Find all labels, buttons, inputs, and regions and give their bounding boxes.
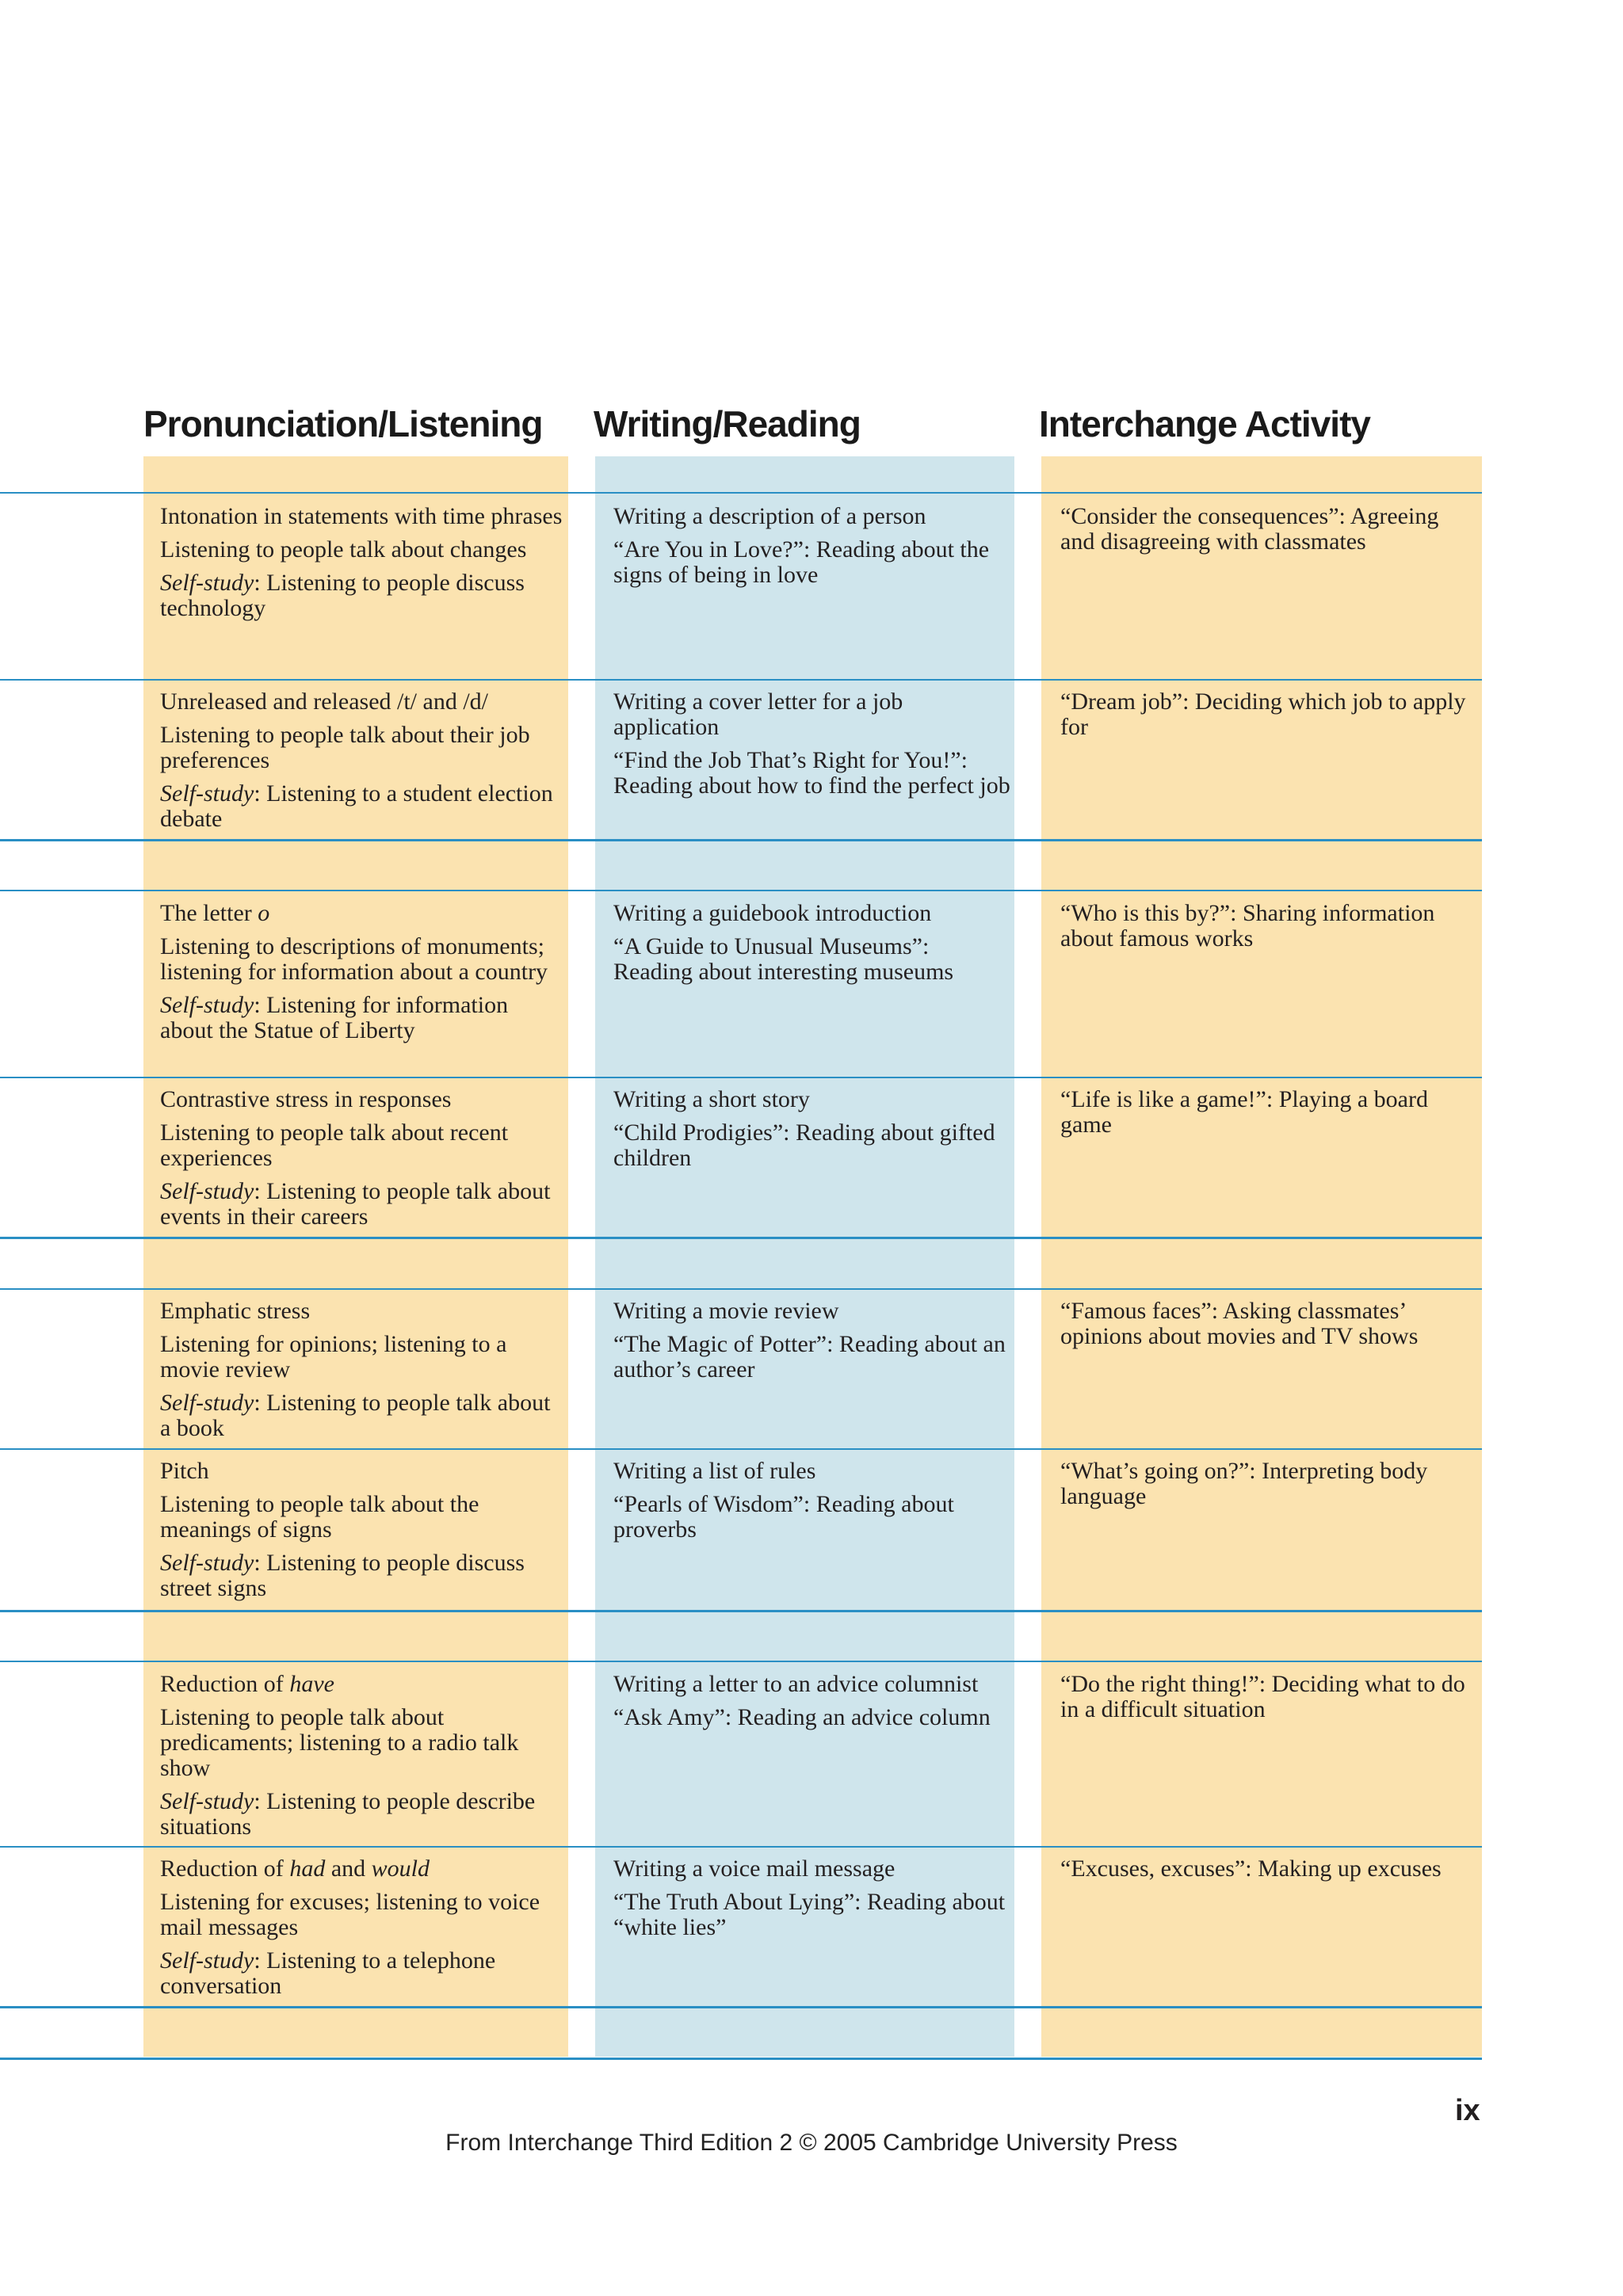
self-study-text: Self-study: Listening to people describe situations bbox=[160, 1788, 536, 1840]
row-divider bbox=[0, 679, 1482, 681]
writing-task: Writing a letter to an advice columnist bbox=[613, 1671, 979, 1697]
reading-task: “Pearls of Wisdom”: Reading about proverbs bbox=[613, 1491, 954, 1543]
row-divider bbox=[0, 890, 1482, 891]
row-divider bbox=[0, 1661, 1482, 1662]
unit-divider bbox=[0, 1610, 1482, 1612]
row-7-writing bbox=[613, 1856, 1011, 1948]
reading-task: “The Magic of Potter”: Reading about an author’s career bbox=[613, 1331, 1006, 1383]
self-study-text: Self-study: Listening to people talk about events in their careers bbox=[160, 1178, 551, 1230]
writing-task: Writing a guidebook introduction bbox=[613, 900, 932, 926]
self-study-text: Self-study: Listening to a telephone conversation bbox=[160, 1947, 496, 1999]
interchange-activity: “Who is this by?”: Sharing information about famous works bbox=[1060, 900, 1435, 952]
row-1-writing bbox=[613, 689, 1011, 807]
listening-text: Listening for opinions; listening to a movie review bbox=[160, 1331, 507, 1383]
listening-text: Listening to people talk about their job preferences bbox=[160, 722, 530, 773]
listening-text: Listening for excuses; listening to voice mail messages bbox=[160, 1889, 540, 1940]
interchange-activity: “Do the right thing!”: Deciding what to do in a difficult situation bbox=[1060, 1671, 1465, 1722]
row-2-activity bbox=[1060, 901, 1479, 959]
row-5-writing bbox=[613, 1459, 1011, 1550]
row-3-writing bbox=[613, 1087, 1011, 1179]
row-5-activity bbox=[1060, 1459, 1479, 1517]
pronunciation-title: Intonation in statements with time phrases bbox=[160, 503, 563, 529]
row-0-writing bbox=[613, 504, 1011, 596]
row-2-writing bbox=[613, 901, 1011, 993]
listening-text: Listening to people talk about recent experiences bbox=[160, 1119, 509, 1171]
row-0-pronunciation bbox=[160, 504, 566, 629]
pronunciation-title: Emphatic stress bbox=[160, 1298, 311, 1324]
header-pronunciation: Pronunciation/Listening bbox=[143, 403, 543, 444]
row-6-writing bbox=[613, 1672, 1011, 1738]
row-divider bbox=[0, 1077, 1482, 1078]
row-6-activity bbox=[1060, 1672, 1479, 1730]
unit-divider bbox=[0, 2058, 1482, 2060]
writing-task: Writing a movie review bbox=[613, 1298, 839, 1324]
pronunciation-title: Reduction of had and would bbox=[160, 1855, 430, 1882]
row-0-activity bbox=[1060, 504, 1479, 563]
interchange-activity: “Excuses, excuses”: Making up excuses bbox=[1060, 1855, 1442, 1882]
header-writing: Writing/Reading bbox=[594, 403, 861, 444]
interchange-activity: “Dream job”: Deciding which job to apply for bbox=[1060, 688, 1466, 740]
row-divider bbox=[0, 1288, 1482, 1290]
row-4-activity bbox=[1060, 1299, 1479, 1357]
listening-text: Listening to descriptions of monuments; listening for information about a country bbox=[160, 933, 548, 985]
pronunciation-title: Contrastive stress in responses bbox=[160, 1086, 452, 1112]
pronunciation-title: Pitch bbox=[160, 1458, 209, 1484]
row-3-pronunciation bbox=[160, 1087, 566, 1238]
interchange-activity: “Consider the consequences”: Agreeing and disagreeing with classmates bbox=[1060, 503, 1439, 555]
reading-task: “Find the Job That’s Right for You!”: Reading about how to find the perfect job bbox=[613, 747, 1010, 799]
writing-task: Writing a cover letter for a job application bbox=[613, 688, 903, 740]
pronunciation-title: Unreleased and released /t/ and /d/ bbox=[160, 688, 488, 715]
footer-copyright: From Interchange Third Edition 2 © 2005 Cambridge University Press bbox=[445, 2130, 1178, 2156]
row-7-pronunciation bbox=[160, 1856, 566, 2007]
row-4-pronunciation bbox=[160, 1299, 566, 1449]
writing-task: Writing a short story bbox=[613, 1086, 810, 1112]
interchange-activity: “Life is like a game!”: Playing a board game bbox=[1060, 1086, 1428, 1138]
writing-task: Writing a description of a person bbox=[613, 503, 926, 529]
reading-task: “A Guide to Unusual Museums”: Reading about interesting museums bbox=[613, 933, 954, 985]
row-4-writing bbox=[613, 1299, 1011, 1390]
interchange-activity: “Famous faces”: Asking classmates’ opinions about movies and TV shows bbox=[1060, 1298, 1419, 1349]
page-number: ix bbox=[1455, 2094, 1480, 2127]
row-divider bbox=[0, 492, 1482, 494]
row-7-activity bbox=[1060, 1856, 1479, 1890]
row-3-activity bbox=[1060, 1087, 1479, 1146]
reading-task: “The Truth About Lying”: Reading about “white lies” bbox=[613, 1889, 1006, 1940]
self-study-text: Self-study: Listening to people talk about a book bbox=[160, 1390, 551, 1441]
writing-task: Writing a list of rules bbox=[613, 1458, 816, 1484]
listening-text: Listening to people talk about the meanings of signs bbox=[160, 1491, 479, 1543]
reading-task: “Are You in Love?”: Reading about the signs of being in love bbox=[613, 536, 990, 588]
pronunciation-title: Reduction of have bbox=[160, 1671, 334, 1697]
interchange-activity: “What’s going on?”: Interpreting body language bbox=[1060, 1458, 1428, 1509]
reading-task: “Ask Amy”: Reading an advice column bbox=[613, 1704, 991, 1730]
listening-text: Listening to people talk about changes bbox=[160, 536, 527, 563]
row-1-activity bbox=[1060, 689, 1479, 748]
writing-task: Writing a voice mail message bbox=[613, 1855, 896, 1882]
row-2-pronunciation bbox=[160, 901, 566, 1051]
self-study-text: Self-study: Listening to a student election debate bbox=[160, 780, 553, 832]
self-study-text: Self-study: Listening for information about the Statue of Liberty bbox=[160, 992, 509, 1043]
row-6-pronunciation bbox=[160, 1672, 566, 1848]
listening-text: Listening to people talk about predicaments; listening to a radio talk show bbox=[160, 1704, 519, 1781]
row-5-pronunciation bbox=[160, 1459, 566, 1609]
pronunciation-title: The letter o bbox=[160, 900, 270, 926]
row-1-pronunciation bbox=[160, 689, 566, 840]
header-interchange: Interchange Activity bbox=[1039, 403, 1370, 444]
self-study-text: Self-study: Listening to people discuss street signs bbox=[160, 1550, 525, 1601]
self-study-text: Self-study: Listening to people discuss technology bbox=[160, 570, 525, 621]
reading-task: “Child Prodigies”: Reading about gifted children bbox=[613, 1119, 995, 1171]
